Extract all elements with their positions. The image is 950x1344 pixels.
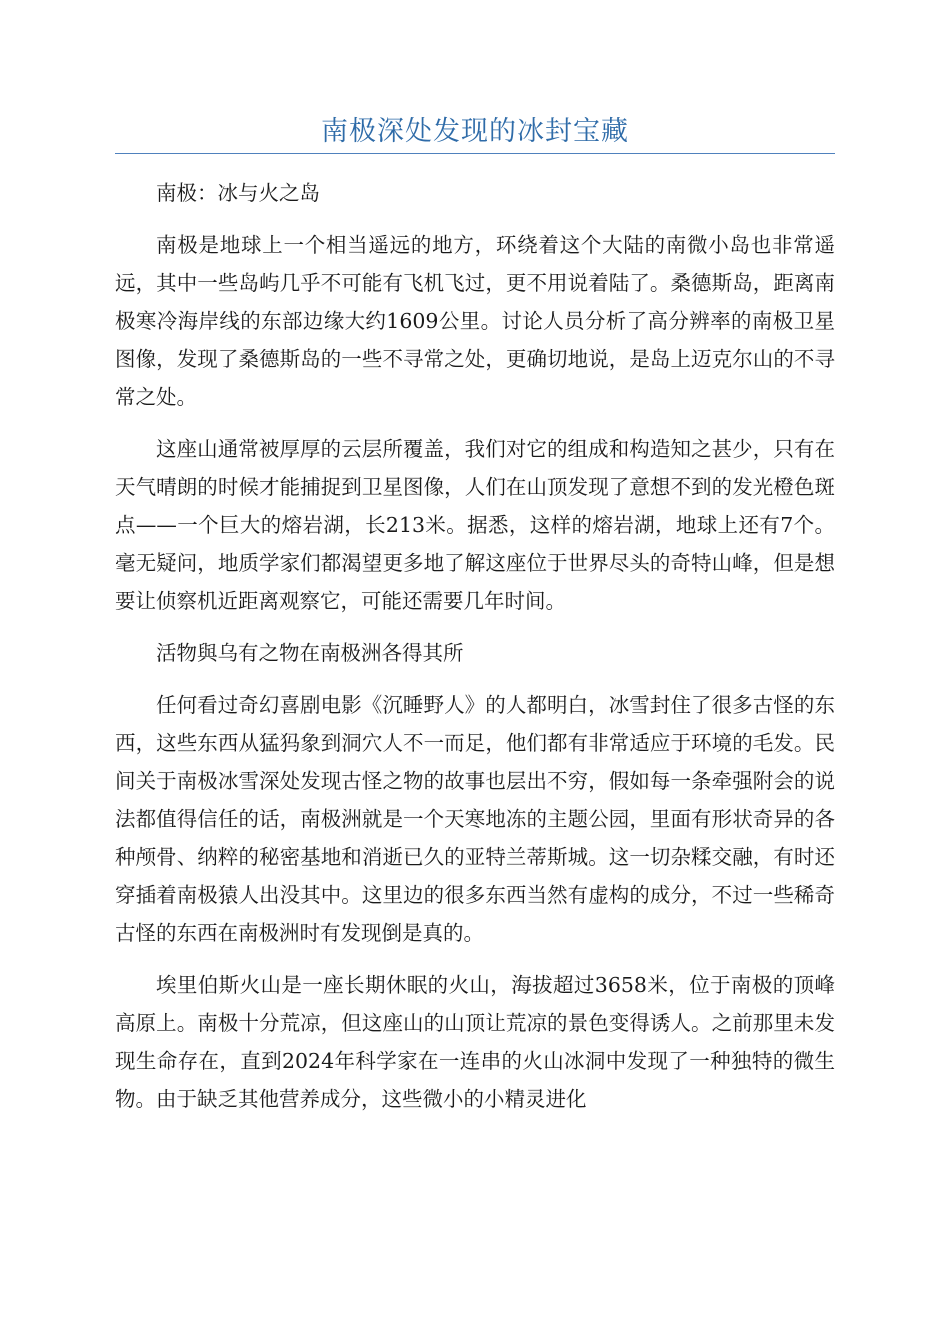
paragraph-frozen-curiosities: 任何看过奇幻喜剧电影《沉睡野人》的人都明白，冰雪封住了很多古怪的东西，这些东西从猛犸象到洞穴人不一而足，他们都有非常适应于环境的毛发。民间关于南极冰雪深处发现古怪之物的故事也层出不穷，假如每一条牵强附会的说法都值得信任的话，南极洲就是一个天寒地冻的主题公园，里面有形状奇异的各种颅骨、纳粹的秘密基地和消逝已久的亚特兰蒂斯城。这一切杂糅交融，有时还穿插着南极猿人出没其中。这里边的很多东西当然有虚构的成分，不过一些稀奇古怪的东西在南极洲时有发现倒是真的。: [115, 693, 835, 945]
document-body: [115, 174, 835, 1132]
paragraph-lava-lake: 这座山通常被厚厚的云层所覆盖，我们对它的组成和构造知之甚少，只有在天气晴朗的时候才能捕捉到卫星图像，人们在山顶发现了意想不到的发光橙色斑点——一个巨大的熔岩湖，长213米。据悉，这样的熔岩湖，地球上还有7个。毫无疑问，地质学家们都渴望更多地了解这座位于世界尽头的奇特山峰，但是想要让侦察机近距离观察它，可能还需要几年时间。: [115, 437, 835, 613]
section-heading-ice-and-fire: 南极：冰与火之岛: [156, 181, 320, 205]
paragraph-mount-erebus: 埃里伯斯火山是一座长期休眠的火山，海拔超过3658米，位于南极的顶峰高原上。南极十分荒凉，但这座山的山顶让荒凉的景色变得诱人。之前那里未发现生命存在，直到2024年科学家在一连串的火山冰洞中发现了一种独特的微生物。由于缺乏其他营养成分，这些微小的小精灵进化: [115, 973, 835, 1111]
title-underline: [115, 153, 835, 154]
section-heading-living-and-imaginary: 活物與乌有之物在南极洲各得其所: [156, 641, 464, 665]
paragraph-saunders-island: 南极是地球上一个相当遥远的地方，环绕着这个大陆的南微小岛也非常遥远，其中一些岛屿几乎不可能有飞机飞过，更不用说着陆了。桑德斯岛，距离南极寒冷海岸线的东部边缘大约1609公里。讨论人员分析了高分辨率的南极卫星图像，发现了桑德斯岛的一些不寻常之处，更确切地说，是岛上迈克尔山的不寻常之处。: [115, 233, 835, 409]
document-title: 南极深处发现的冰封宝藏: [321, 116, 629, 147]
